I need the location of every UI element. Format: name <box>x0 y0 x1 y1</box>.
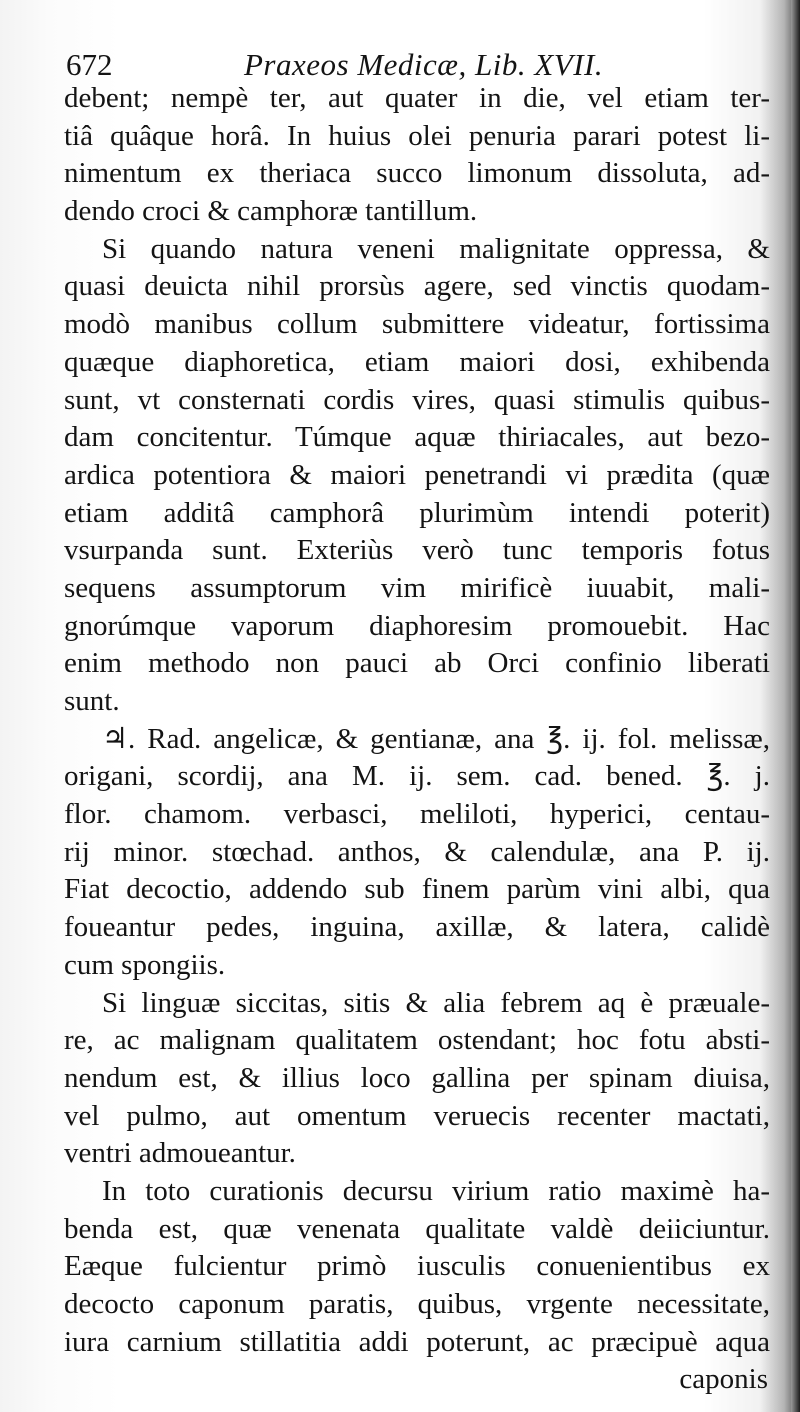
text-line: cum spongiis. <box>64 948 226 981</box>
text-line: ardica potentiora & maiori penetrandi vi prædita (quæ <box>64 458 770 491</box>
text-line: decocto caponum paratis, quibus, vrgente necessitate, <box>64 1288 770 1320</box>
text-line: sequens assumptorum vim mirificè iuuabit, mali- <box>64 571 770 604</box>
text-line: modò manibus collum submittere videatur, fortissima <box>64 308 770 341</box>
text-line: ventri admoueantur. <box>64 1137 296 1170</box>
page-number: 672 <box>66 47 113 82</box>
text-line: tiâ quâque horâ. In huius olei penuria parari potest li- <box>64 119 770 152</box>
body-text <box>64 80 770 1399</box>
text-line: debent; nempè ter, aut quater in die, vel etiam ter- <box>64 82 770 114</box>
catchword: caponis <box>679 1363 768 1396</box>
paragraph-first-line: In toto curationis decursu virium ratio maximè ha- <box>102 1174 770 1207</box>
running-title: Praxeos Medicæ, Lib. XVII. <box>244 47 604 82</box>
text-line: nendum est, & illius loco gallina per spinam diuisa, <box>64 1061 770 1094</box>
text-line: Eæque fulcientur primò iusculis conuenientibus ex <box>64 1250 770 1283</box>
text-line: quasi deuicta nihil prorsùs agere, sed vinctis quodam- <box>64 270 770 303</box>
text-line: foueantur pedes, inguina, axillæ, & latera, calidè <box>64 911 770 944</box>
text-line: enim methodo non pauci ab Orci confinio liberati <box>64 647 770 680</box>
text-line: quæque diaphoretica, etiam maiori dosi, exhibenda <box>64 345 770 378</box>
paragraph-first-line: Si quando natura veneni malignitate oppressa, & <box>102 232 770 265</box>
text-line: vsurpanda sunt. Exteriùs verò tunc temporis fotus <box>64 534 770 567</box>
text-line: benda est, quæ venenata qualitate valdè deiiciuntur. <box>64 1212 770 1245</box>
text-line: gnorúmque vaporum diaphoresim promouebit. Hac <box>64 609 770 642</box>
text-line: nimentum ex theriaca succo limonum dissoluta, ad- <box>64 157 770 190</box>
page-gutter-shadow <box>791 0 800 1412</box>
text-line: rij minor. stœchad. anthos, & calendulæ, ana P. ij. <box>64 835 770 868</box>
text-line: vel pulmo, aut omentum veruecis recenter mactati, <box>64 1099 770 1132</box>
text-line: sunt. <box>64 685 120 717</box>
text-line: sunt, vt consternati cordis vires, quasi stimulis quibus- <box>64 383 770 416</box>
text-line: dendo croci & camphoræ tantillum. <box>64 195 478 228</box>
text-line: re, ac malignam qualitatem ostendant; hoc fotu absti- <box>64 1024 770 1057</box>
text-line: flor. chamom. verbasci, meliloti, hyperici, centau- <box>64 798 770 831</box>
recipe-first-line: ♃. Rad. angelicæ, & gentianæ, ana ℥. ij. fol. melissæ, <box>102 722 770 755</box>
text-line: dam concitentur. Túmque aquæ thiriacales, aut bezo- <box>64 421 770 454</box>
text-line: iura carnium stillatitia addi poterunt, ac præcipuè aqua <box>64 1325 770 1358</box>
paragraph-first-line: Si linguæ siccitas, sitis & alia febrem aq è præuale- <box>102 986 770 1019</box>
text-line: Fiat decoctio, addendo sub finem parùm vini albi, qua <box>64 873 770 906</box>
text-line: origani, scordij, ana M. ij. sem. cad. bened. ℥. j. <box>64 760 770 793</box>
text-line: etiam additâ camphorâ plurimùm intendi poterit) <box>64 496 770 529</box>
